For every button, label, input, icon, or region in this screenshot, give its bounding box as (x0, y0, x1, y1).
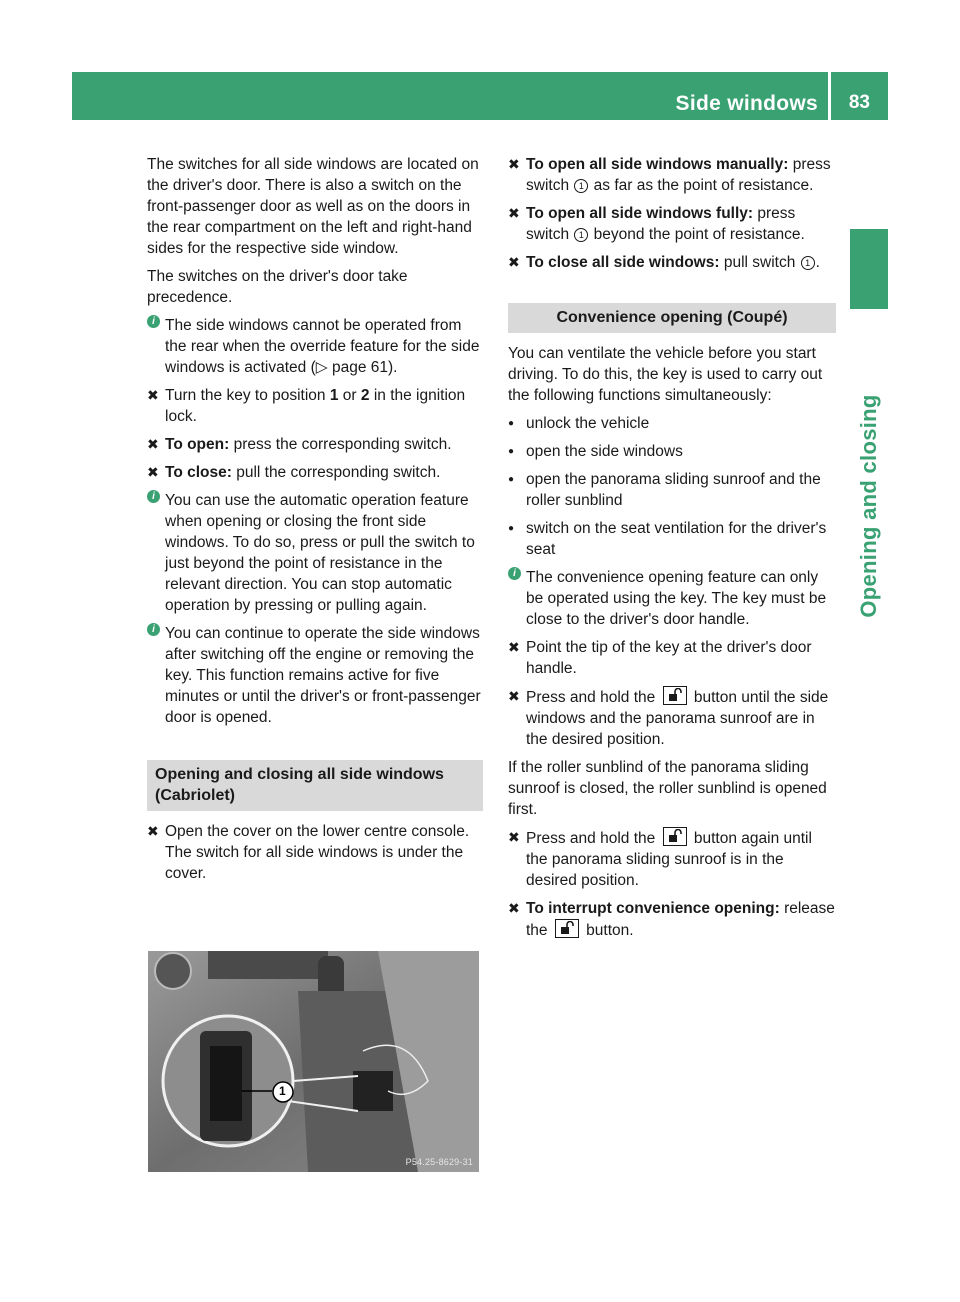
instruction-step: ✖ Open the cover on the lower centre console. The switch for all side windows is under the cover. (147, 823, 470, 882)
instruction-step: ✖ To close: pull the corresponding switch. (147, 464, 441, 481)
bullet-item: ● open the panorama sliding sunroof and the roller sunblind (508, 471, 821, 509)
left-column (147, 154, 483, 891)
step-marker-icon: ✖ (147, 823, 159, 839)
step-marker-icon: ✖ (508, 900, 520, 916)
step-marker-icon: ✖ (147, 387, 159, 403)
chapter-label: Opening and closing (856, 394, 881, 618)
paragraph: You can ventilate the vehicle before you start driving. To do this, the key is used to carry out the following functions simultaneously: (508, 345, 823, 404)
info-icon: i (147, 315, 160, 328)
note-text: You can continue to operate the side windows after switching off the engine or removing the key. This function remains active for five minutes or until the driver's or front-passenger door is opened. (165, 625, 481, 726)
unlock-button-icon (663, 827, 687, 846)
paragraph: The switches on the driver's door take precedence. (147, 268, 408, 306)
instruction-step: ✖ To close all side windows: pull switch 1 . (508, 254, 820, 271)
chapter-tab (850, 229, 888, 309)
instruction-step: ✖ Point the tip of the key at the driver's door handle. (508, 639, 812, 677)
page-header (72, 72, 888, 120)
bullet-icon: ● (508, 523, 515, 534)
instruction-step: ✖ To interrupt convenience opening: release the button. (508, 900, 835, 939)
bullet-icon: ● (508, 474, 515, 485)
section-heading: Opening and closing all side windows (Cabriolet) (147, 760, 483, 811)
paragraph: The switches for all side windows are located on the driver's door. There is also a switch on the front-passenger door as well as on the doors in the rear compartment on the left and right-hand sides for the respective side window. (147, 156, 479, 257)
instruction-step: ✖ Turn the key to position 1 or 2 in the ignition lock. (147, 387, 466, 425)
step-marker-icon: ✖ (508, 156, 520, 172)
bullet-icon: ● (508, 418, 515, 429)
instruction-step: ✖ Press and hold the button again until the panorama sliding sunroof is in the desired position. (508, 829, 812, 889)
instruction-step: ✖ To open all side windows manually: press switch 1 as far as the point of resistance. (508, 156, 831, 194)
info-note (147, 623, 483, 728)
paragraph: If the roller sunblind of the panorama sliding sunroof is closed, the roller sunblind is opened first. (508, 759, 827, 818)
info-icon: i (508, 567, 521, 580)
info-note: i The convenience opening feature can only be operated using the key. The key must be close to the driver's door handle. (508, 567, 836, 630)
callout-1-icon: 1 (801, 256, 815, 270)
bullet-item: ● unlock the vehicle (508, 415, 650, 432)
step-marker-icon: ✖ (508, 254, 520, 270)
callout-1-icon: 1 (574, 228, 588, 242)
note-text: You can use the automatic operation feature when opening or closing the front side windows. To do so, press or pull the switch to just beyond the point of resistance in the relevant direction. You can stop automatic operation by pressing or pulling again. (165, 492, 475, 614)
callout-label: 1 (279, 1084, 286, 1098)
right-column (508, 154, 836, 948)
step-marker-icon: ✖ (508, 688, 520, 704)
callout-1-icon: 1 (574, 179, 588, 193)
section-heading: Convenience opening (Coupé) (508, 303, 836, 333)
step-marker-icon: ✖ (147, 464, 159, 480)
image-caption: P54.25-8629-31 (405, 1157, 473, 1167)
bullet-item: ● open the side windows (508, 443, 683, 460)
page-title: Side windows (675, 92, 818, 115)
info-note (147, 315, 483, 378)
unlock-button-icon (663, 686, 687, 705)
note-text: The side windows cannot be operated from the rear when the override feature for the side windows is activated (▷ page 61). (165, 317, 480, 376)
bullet-icon: ● (508, 446, 515, 457)
step-marker-icon: ✖ (508, 205, 520, 221)
info-icon: i (147, 623, 160, 636)
unlock-button-icon (555, 919, 579, 938)
step-marker-icon: ✖ (147, 436, 159, 452)
bullet-item: ● switch on the seat ventilation for the driver's seat (508, 520, 827, 558)
header-divider (828, 72, 831, 120)
info-note (147, 490, 483, 616)
step-marker-icon: ✖ (508, 639, 520, 655)
step-marker-icon: ✖ (508, 829, 520, 845)
console-switch-photo (148, 951, 479, 1172)
page-number: 83 (848, 92, 870, 113)
info-icon: i (147, 490, 160, 503)
instruction-step: ✖ To open: press the corresponding switch. (147, 436, 452, 453)
instruction-step: ✖ Press and hold the button until the side windows and the panorama sunroof are in the desired position. (508, 688, 829, 748)
instruction-step: ✖ To open all side windows fully: press switch 1 beyond the point of resistance. (508, 205, 805, 243)
